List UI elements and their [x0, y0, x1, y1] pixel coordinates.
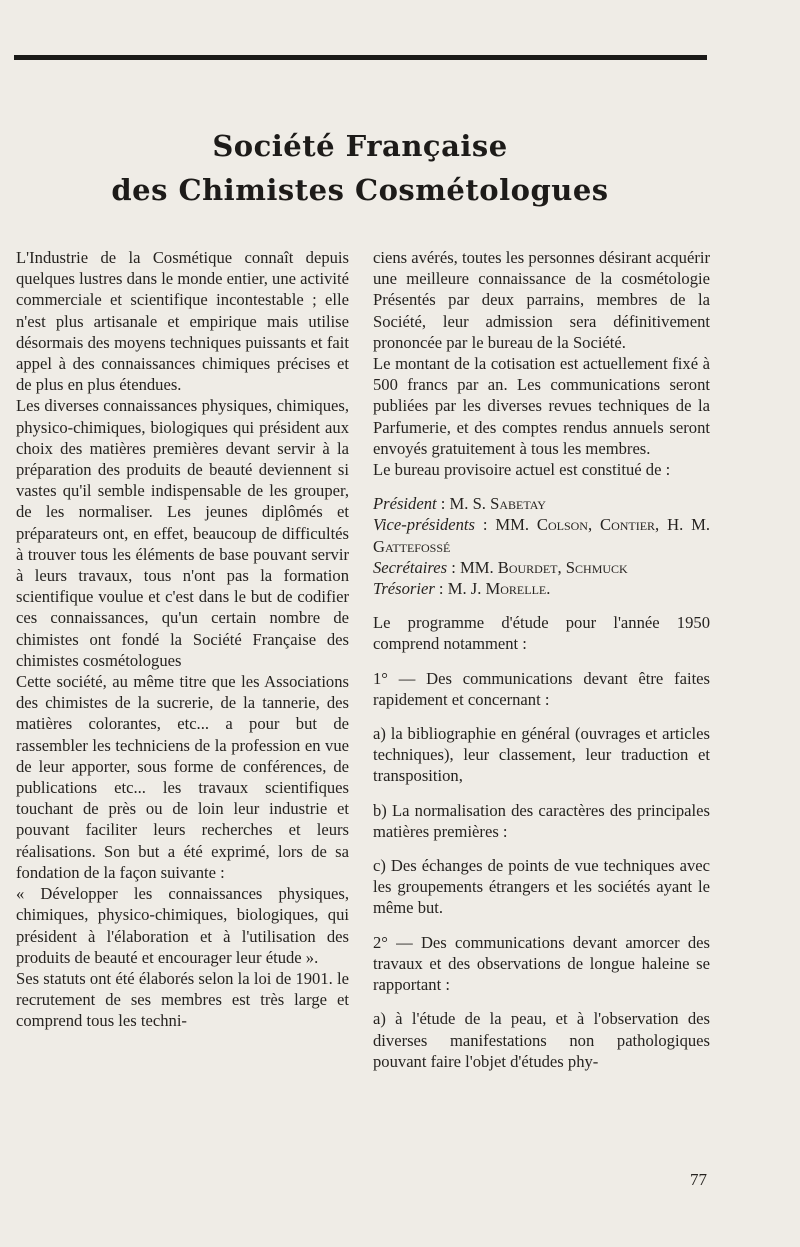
left-paragraph-2: Les diverses connaissances physiques, chimiques, physico-chimiques, biologiques qui président aux choix des matières premières devant servir à la préparation des produits de beauté deviennent si vastes qu'il semble indispensable de les grouper, de les normaliser. Les jeunes diplômés et préparateurs ont, en effet, beaucoup de difficultés à trouver tous les éléments de base pouvant servir à leurs travaux, tous n'ont pas la formation scientifique voulue et c'est dans le but de codifier ces connaissances, qu'un certain nombre de chimistes ont fondé la Société Française des chimistes cosmétologues	[16, 396, 349, 670]
right-paragraph-6: a) la bibliographie en général (ouvrages et articles techniques), leur classement, leur traduction et transposition,	[373, 724, 710, 786]
right-paragraph-1: ciens avérés, toutes les personnes désirant acquérir une meilleure connaissance de la cosmétologie Présentés par deux parrains, membres de la Société, leur admission sera définitivement prononcée par le bureau de la Société.	[373, 248, 710, 352]
right-paragraph-10: a) à l'étude de la peau, et à l'observation des diverses manifestations non pathologiques pouvant faire l'objet d'études phy-	[373, 1009, 710, 1071]
left-paragraph-5: Ses statuts ont été élaborés selon la loi de 1901. le recrutement de ses membres est très large et comprend tous les techni-	[16, 968, 349, 1031]
top-rule	[14, 55, 707, 60]
left-column	[16, 247, 349, 1032]
left-paragraph-1: L'Industrie de la Cosmétique connaît depuis quelques lustres dans le monde entier, une activité commerciale et scientifique incontestable ; elle n'est plus artisanale et empirique mais utilise désormais des moyens techniques puissants et fait appel à des connaissances chimiques précises et de plus en plus étendues.	[16, 248, 349, 395]
right-column	[373, 247, 710, 1072]
right-paragraph-8: c) Des échanges de points de vue techniques avec les groupements étrangers et les sociétés ayant le même but.	[373, 856, 710, 918]
officer-row-vice-presidents: Vice-présidents : MM. Colson, Contier, H. M. Gattefossé	[373, 515, 710, 556]
right-paragraph-9: 2° — Des communications devant amorcer des travaux et des observations de longue haleine se rapportant :	[373, 932, 710, 995]
title-line-2: des Chimistes Cosmétologues	[111, 173, 609, 207]
left-paragraph-4: « Développer les connaissances physiques, chimiques, physico-chimiques, biologiques, qui président à l'élaboration et à l'utilisation des produits de beauté et encourager leur étude ».	[16, 884, 349, 967]
page-number: 77	[690, 1170, 707, 1189]
right-paragraph-4: Le programme d'étude pour l'année 1950 comprend notamment :	[373, 613, 710, 654]
officer-row-treasurer: Trésorier : M. J. Morelle.	[373, 579, 551, 599]
right-paragraph-7: b) La normalisation des caractères des principales matières premières :	[373, 800, 710, 841]
officer-row-secretaries: Secrétaires : MM. Bourdet, Schmuck	[373, 557, 628, 577]
left-paragraph-3: Cette société, au même titre que les Associations des chimistes de la sucrerie, de la tannerie, des matières colorantes, etc... a pour but de rassembler les techniciens de la profession en vue de leur apporter, sous forme de conférences, de publications etc... les travaux scientifiques touchant de près ou de loin leur industrie et pouvant faciliter leurs recherches et leurs réalisations. Son but a été exprimé, lors de sa fondation de la façon suivante :	[16, 672, 349, 882]
right-paragraph-3: Le bureau provisoire actuel est constitué de :	[373, 460, 671, 480]
right-paragraph-5: 1° — Des communications devant être faites rapidement et concernant :	[373, 668, 710, 709]
article-title	[0, 124, 720, 212]
officer-row-president: Président : M. S. Sabetay	[373, 494, 546, 514]
right-paragraph-2: Le montant de la cotisation est actuellement fixé à 500 francs par an. Les communications seront publiées par les diverses revues techniques de la Parfumerie, et des comptes rendus annuels seront envoyés gratuitement à tous les membres.	[373, 354, 710, 458]
title-line-1: Société Française	[212, 129, 508, 163]
